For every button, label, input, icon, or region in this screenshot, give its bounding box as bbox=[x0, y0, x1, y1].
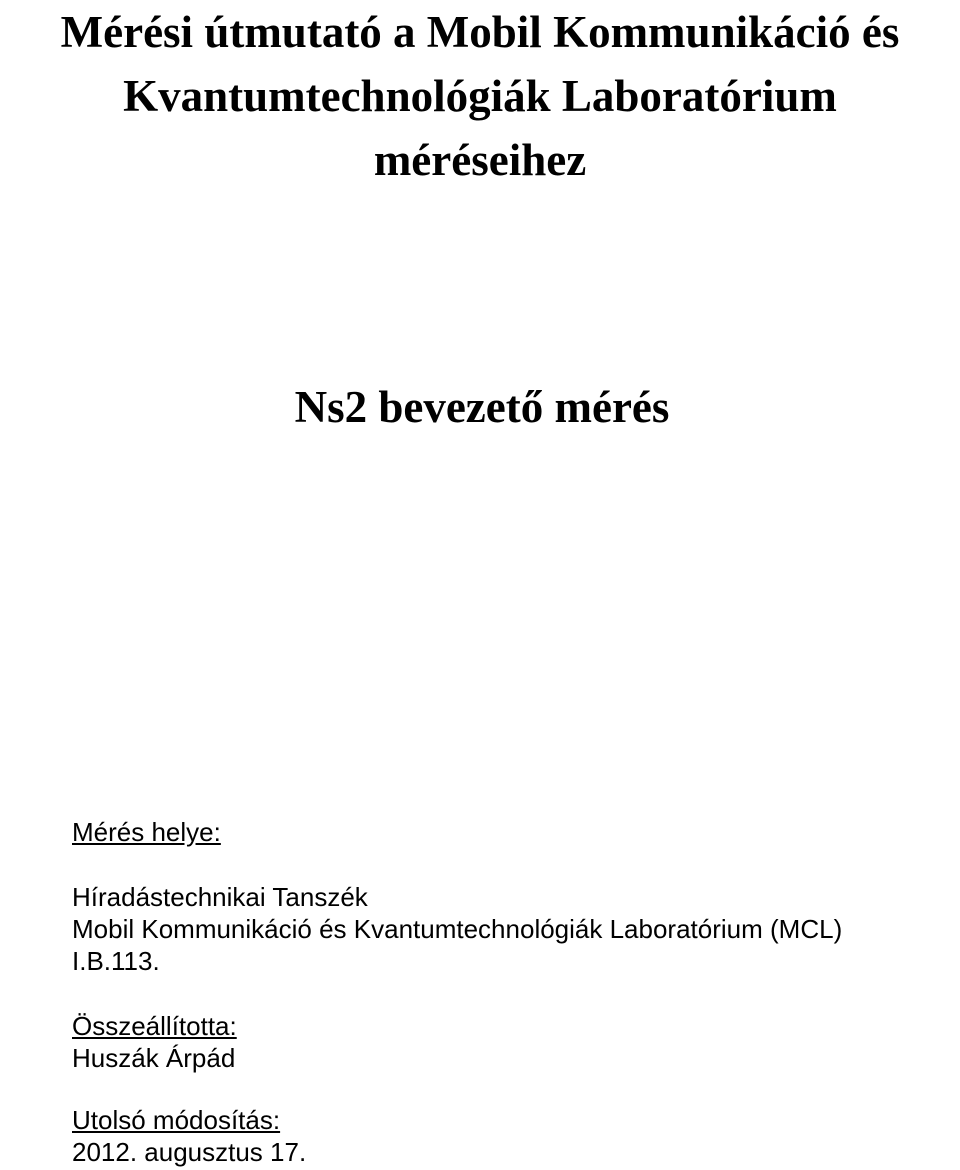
place-label: Mérés helye: bbox=[72, 817, 221, 847]
document-title bbox=[0, 0, 960, 192]
place-details bbox=[72, 881, 842, 977]
department-name: Híradástechnikai Tanszék bbox=[72, 882, 368, 912]
title-line-2: Kvantumtechnológiák Laboratórium bbox=[123, 71, 837, 121]
place-label-block bbox=[72, 816, 221, 848]
laboratory-name: Mobil Kommunikáció és Kvantumtechnológiák Laboratórium (MCL) bbox=[72, 914, 843, 944]
author-block bbox=[72, 1010, 237, 1074]
author-name: Huszák Árpád bbox=[72, 1043, 236, 1073]
document-subtitle: Ns2 bevezető mérés bbox=[294, 382, 670, 432]
title-line-1: Mérési útmutató a Mobil Kommunikáció és bbox=[60, 7, 900, 57]
room-number: I.B.113. bbox=[72, 946, 160, 976]
modified-block bbox=[72, 1104, 306, 1168]
author-label: Összeállította: bbox=[72, 1011, 237, 1041]
modified-label: Utolsó módosítás: bbox=[72, 1105, 281, 1135]
modified-date: 2012. augusztus 17. bbox=[72, 1137, 307, 1167]
title-line-3: méréseihez bbox=[373, 135, 587, 185]
